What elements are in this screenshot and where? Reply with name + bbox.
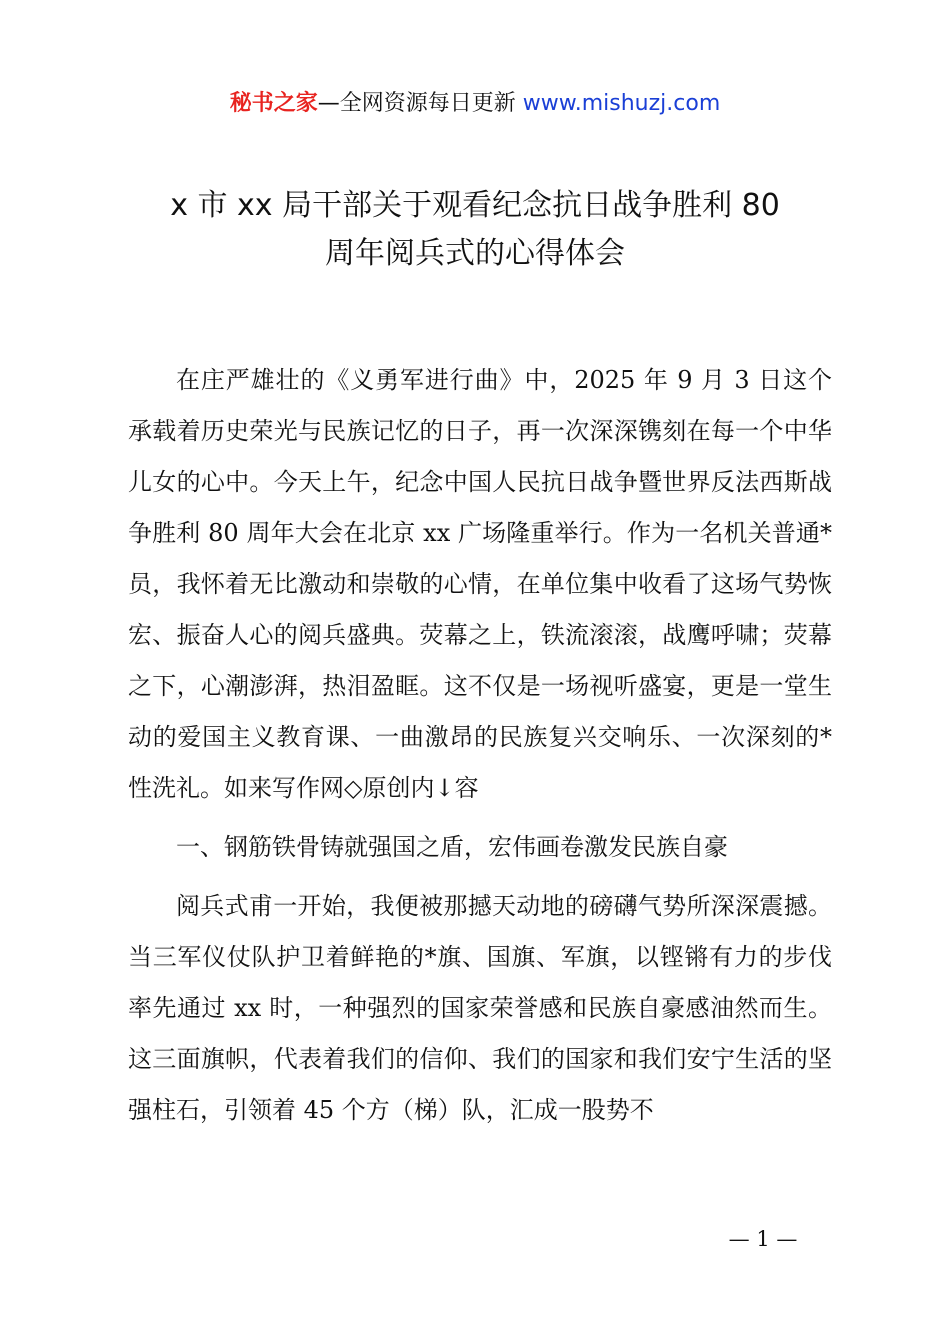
document-title-line-2: 周年阅兵式的心得体会 (325, 236, 625, 271)
site-name: 秘书之家 (229, 91, 318, 116)
page-header (0, 88, 950, 120)
document-title-line-1: x 市 xx 局干部关于观看纪念抗日战争胜利 80 (170, 188, 780, 223)
body-paragraph-intro: 在庄严雄壮的《义勇军进行曲》中，2025 年 9 月 3 日这个承载着历史荣光与民族记忆的日子，再一次深深镌刻在每一个中华儿女的心中。今天上午，纪念中国人民抗日战争暨世界反法西斯战争胜利 80 周年大会在北京 xx 广场隆重举行。作为一名机关普通*员，我怀着无比激动和崇敬的心情，在单位集中收看了这场气势恢宏、振奋人心的阅兵盛典。荧幕之上，铁流滚滚，战鹰呼啸；荧幕之下，心潮澎湃，热泪盈眶。这不仅是一场视听盛宴，更是一堂生动的爱国主义教育课、一曲激昂的民族复兴交响乐、一次深刻的*性洗礼。如来写作网◇原创内↓容 (128, 366, 832, 802)
document-title (80, 182, 870, 278)
section-heading-1: 一、钢筋铁骨铸就强国之盾，宏伟画卷激发民族自豪 (176, 833, 728, 861)
site-slogan: —全网资源每日更新 (317, 91, 523, 116)
document-body (128, 355, 832, 1136)
page-number: — 1 — (728, 1227, 798, 1251)
body-paragraph-2: 阅兵式甫一开始，我便被那撼天动地的磅礴气势所深深震撼。当三军仪仗队护卫着鲜艳的*旗、国旗、军旗，以铿锵有力的步伐率先通过 xx 时，一种强烈的国家荣誉感和民族自豪感油然而生。这三面旗帜，代表着我们的信仰、我们的国家和我们安宁生活的坚强柱石，引领着 45 个方（梯）队，汇成一股势不 (128, 892, 832, 1124)
site-url-link[interactable]: www.mishuzj.com (522, 91, 721, 116)
